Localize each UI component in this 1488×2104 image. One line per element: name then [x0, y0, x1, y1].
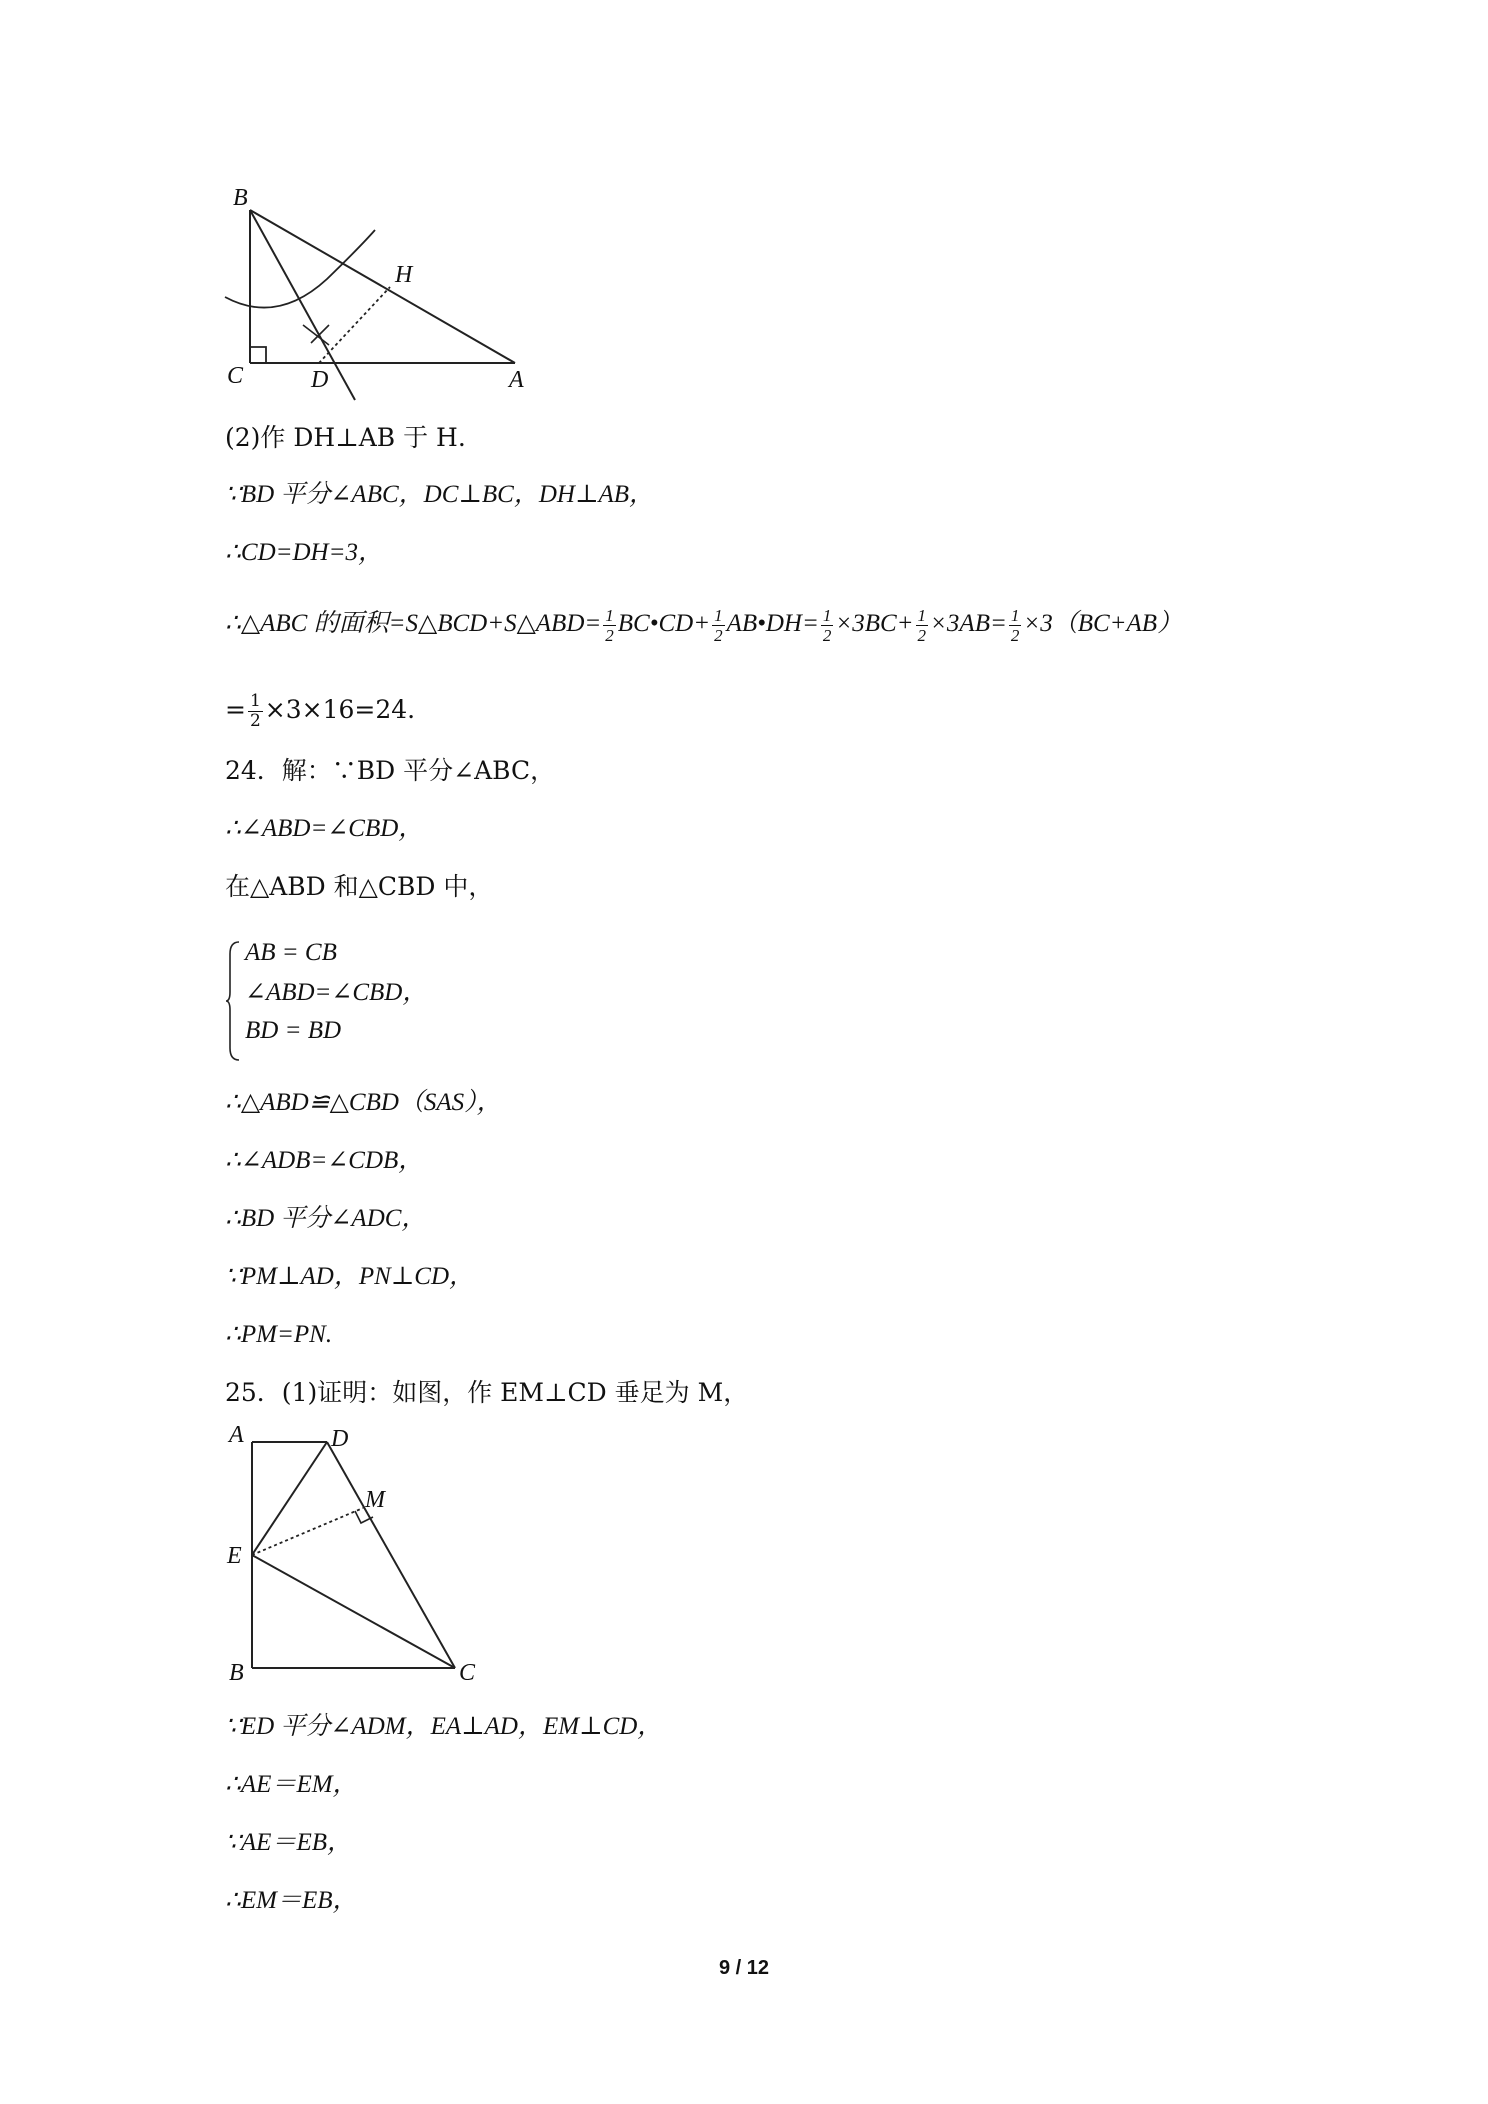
label-h: H	[395, 262, 413, 288]
fraction-half: $\frac{1}{2}$	[249, 691, 261, 731]
system-row-1: AB = CB	[245, 939, 337, 966]
segment-ba	[250, 210, 515, 363]
q24-line-5: ∴∠ADB=∠CDB，	[225, 1147, 424, 1174]
segment-ed	[252, 1442, 327, 1555]
area-text-b: BC•CD+	[617, 610, 711, 638]
label-d: D	[311, 367, 329, 393]
bisector-bd	[250, 210, 355, 400]
label-m: M	[365, 1487, 385, 1513]
part2-line-3: ∴CD=DH=3，	[225, 539, 383, 566]
q24-line-8: ∴PM=PN.	[225, 1321, 333, 1348]
fraction-half: $\frac{1}{2}$	[605, 606, 614, 645]
part2-area-line	[225, 606, 1182, 645]
label-c: C	[459, 1660, 476, 1686]
page-number: 9 / 12	[718, 1957, 770, 1979]
q25-line-4: ∵AE＝EB，	[225, 1829, 352, 1856]
area-text-f: ×3（BC+AB）	[1023, 610, 1183, 638]
segment-ec	[252, 1555, 455, 1668]
q24-line-2: ∴∠ABD=∠CBD，	[225, 815, 424, 842]
q25-line-1: 25．(1)证明：如图，作 EM⊥CD 垂足为 M，	[225, 1378, 749, 1407]
q24-line-7: ∵PM⊥AD，PN⊥CD，	[225, 1263, 475, 1290]
result-text-a: =	[225, 695, 246, 724]
system-row-3: BD = BD	[245, 1017, 342, 1044]
q25-line-3: ∴AE＝EM，	[225, 1771, 358, 1798]
fraction-half: $\frac{1}{2}$	[822, 606, 832, 645]
fraction-half: $\frac{1}{2}$	[917, 606, 927, 645]
q24-line-4: ∴△ABD≌△CBD（SAS），	[225, 1089, 502, 1116]
label-c: C	[227, 363, 244, 389]
area-text-d: ×3BC+	[835, 610, 914, 638]
system-brace	[225, 940, 241, 1062]
q25-line-2: ∵ED 平分∠ADM，EA⊥AD，EM⊥CD，	[225, 1713, 663, 1740]
figure-trapezoid	[215, 1415, 495, 1690]
label-e: E	[227, 1543, 242, 1569]
q24-line-3: 在△ABD 和△CBD 中，	[225, 872, 494, 901]
q24-line-6: ∴BD 平分∠ADC，	[225, 1205, 427, 1232]
label-a: A	[509, 367, 524, 393]
segment-dc	[327, 1442, 455, 1668]
part2-line-1: (2)作 DH⊥AB 于 H.	[225, 423, 466, 452]
fraction-half: $\frac{1}{2}$	[714, 606, 723, 645]
figure-triangle-bisector	[215, 175, 535, 405]
fraction-half: $\frac{1}{2}$	[1010, 606, 1020, 645]
area-text-a: ∴△ABC 的面积=S△BCD+S△ABD=	[225, 610, 602, 638]
part2-line-2: ∵BD 平分∠ABC，DC⊥BC，DH⊥AB，	[225, 481, 654, 508]
segment-dh-dashed	[319, 287, 390, 363]
q24-line-1: 24．解：∵BD 平分∠ABC，	[225, 756, 556, 785]
part2-result-line	[225, 692, 415, 731]
result-text-b: ×3×16=24.	[264, 695, 416, 724]
label-b: B	[233, 185, 248, 211]
label-d: D	[331, 1426, 349, 1452]
label-b: B	[229, 1660, 244, 1686]
q25-line-5: ∴EM＝EB，	[225, 1887, 358, 1914]
system-row-2: ∠ABD=∠CBD，	[245, 979, 428, 1006]
label-a: A	[229, 1422, 244, 1448]
area-text-c: AB•DH=	[726, 610, 819, 638]
right-angle-mark	[250, 347, 266, 363]
area-text-e: ×3AB=	[930, 610, 1007, 638]
